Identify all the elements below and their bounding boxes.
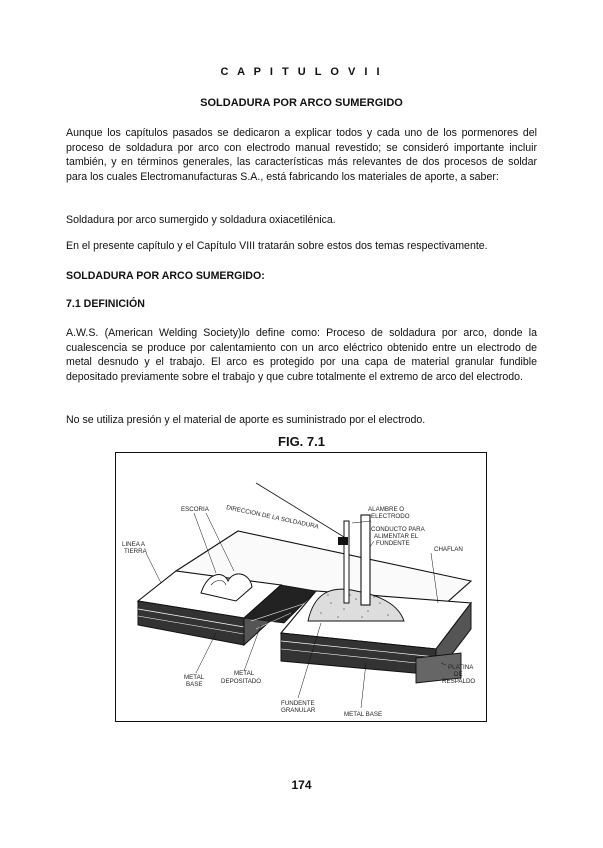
subsection-heading: 7.1 DEFINICIÓN [66, 298, 145, 310]
label-metal-base-1: METAL [184, 674, 205, 681]
label-platina-2: DE [454, 671, 463, 678]
chapter-heading: C A P I T U L O V I I [220, 66, 383, 78]
label-fundente-1: FUNDENTE [281, 700, 315, 707]
pressure-paragraph: No se utiliza presión y el material de aporte es suministrado por el electrodo. [66, 414, 426, 426]
label-alambre-1: ALAMBRE O [368, 506, 405, 513]
label-conducto-3: FUNDENTE [376, 540, 410, 547]
label-depositado-1: METAL [234, 670, 255, 677]
section-heading: SOLDADURA POR ARCO SUMERGIDO: [66, 270, 265, 282]
label-linea-1: LINEA A [122, 541, 146, 548]
figure-7-1 [115, 452, 487, 722]
label-metal-base-2: BASE [186, 681, 203, 688]
label-fundente-2: GRANULAR [281, 707, 316, 714]
intro-paragraph: Aunque los capítulos pasados se dedicaron a explicar todos y cada uno de los pormenores del proceso de soldadura por arco con electrodo manual revestido; se consideró importante incluir también, y en términos generales, las características más relevantes de dos procesos de soldar para los cuales Electromanufacturas S.A., está fabricando los materiales de aporte, a saber: [66, 127, 537, 183]
label-chaflan: CHAFLAN [434, 546, 463, 553]
label-platina-3: RESPALDO [442, 678, 476, 685]
label-linea-2: TIERRA [124, 548, 147, 555]
page-number: 174 [291, 778, 312, 792]
list-paragraph: Soldadura por arco sumergido y soldadura oxiacetilénica. [66, 214, 336, 226]
label-alambre-2: ELECTRODO [371, 513, 410, 520]
label-conducto-2: ALIMENTAR EL [374, 533, 419, 540]
welding-illustration [116, 453, 486, 721]
label-direccion: DIRECCION DE LA SOLDADURA [225, 504, 320, 531]
label-conducto-1: CONDUCTO PARA [371, 526, 425, 533]
plan-paragraph: En el presente capítulo y el Capítulo VIII tratarán sobre estos dos temas respectivamente. [66, 240, 488, 252]
page-title: SOLDADURA POR ARCO SUMERGIDO [200, 97, 403, 109]
label-escoria: ESCORIA [181, 506, 209, 513]
figure-title: FIG. 7.1 [278, 434, 325, 449]
label-depositado-2: DEPOSITADO [221, 678, 262, 685]
label-metal-base-bottom: METAL BASE [344, 711, 383, 718]
definition-paragraph: A.W.S. (American Welding Society)lo define como: Proceso de soldadura por arco, donde la cualescencia se produce por calentamiento con un arco eléctrico obtenido entre un electrodo de metal desnudo y el trabajo. El arco es protegido por una capa de material granular fundible depositado previamente sobre el trabajo y que cubre totalmente el extremo de arco del electrodo. [66, 327, 537, 383]
label-platina-1: PLATINA [448, 664, 474, 671]
